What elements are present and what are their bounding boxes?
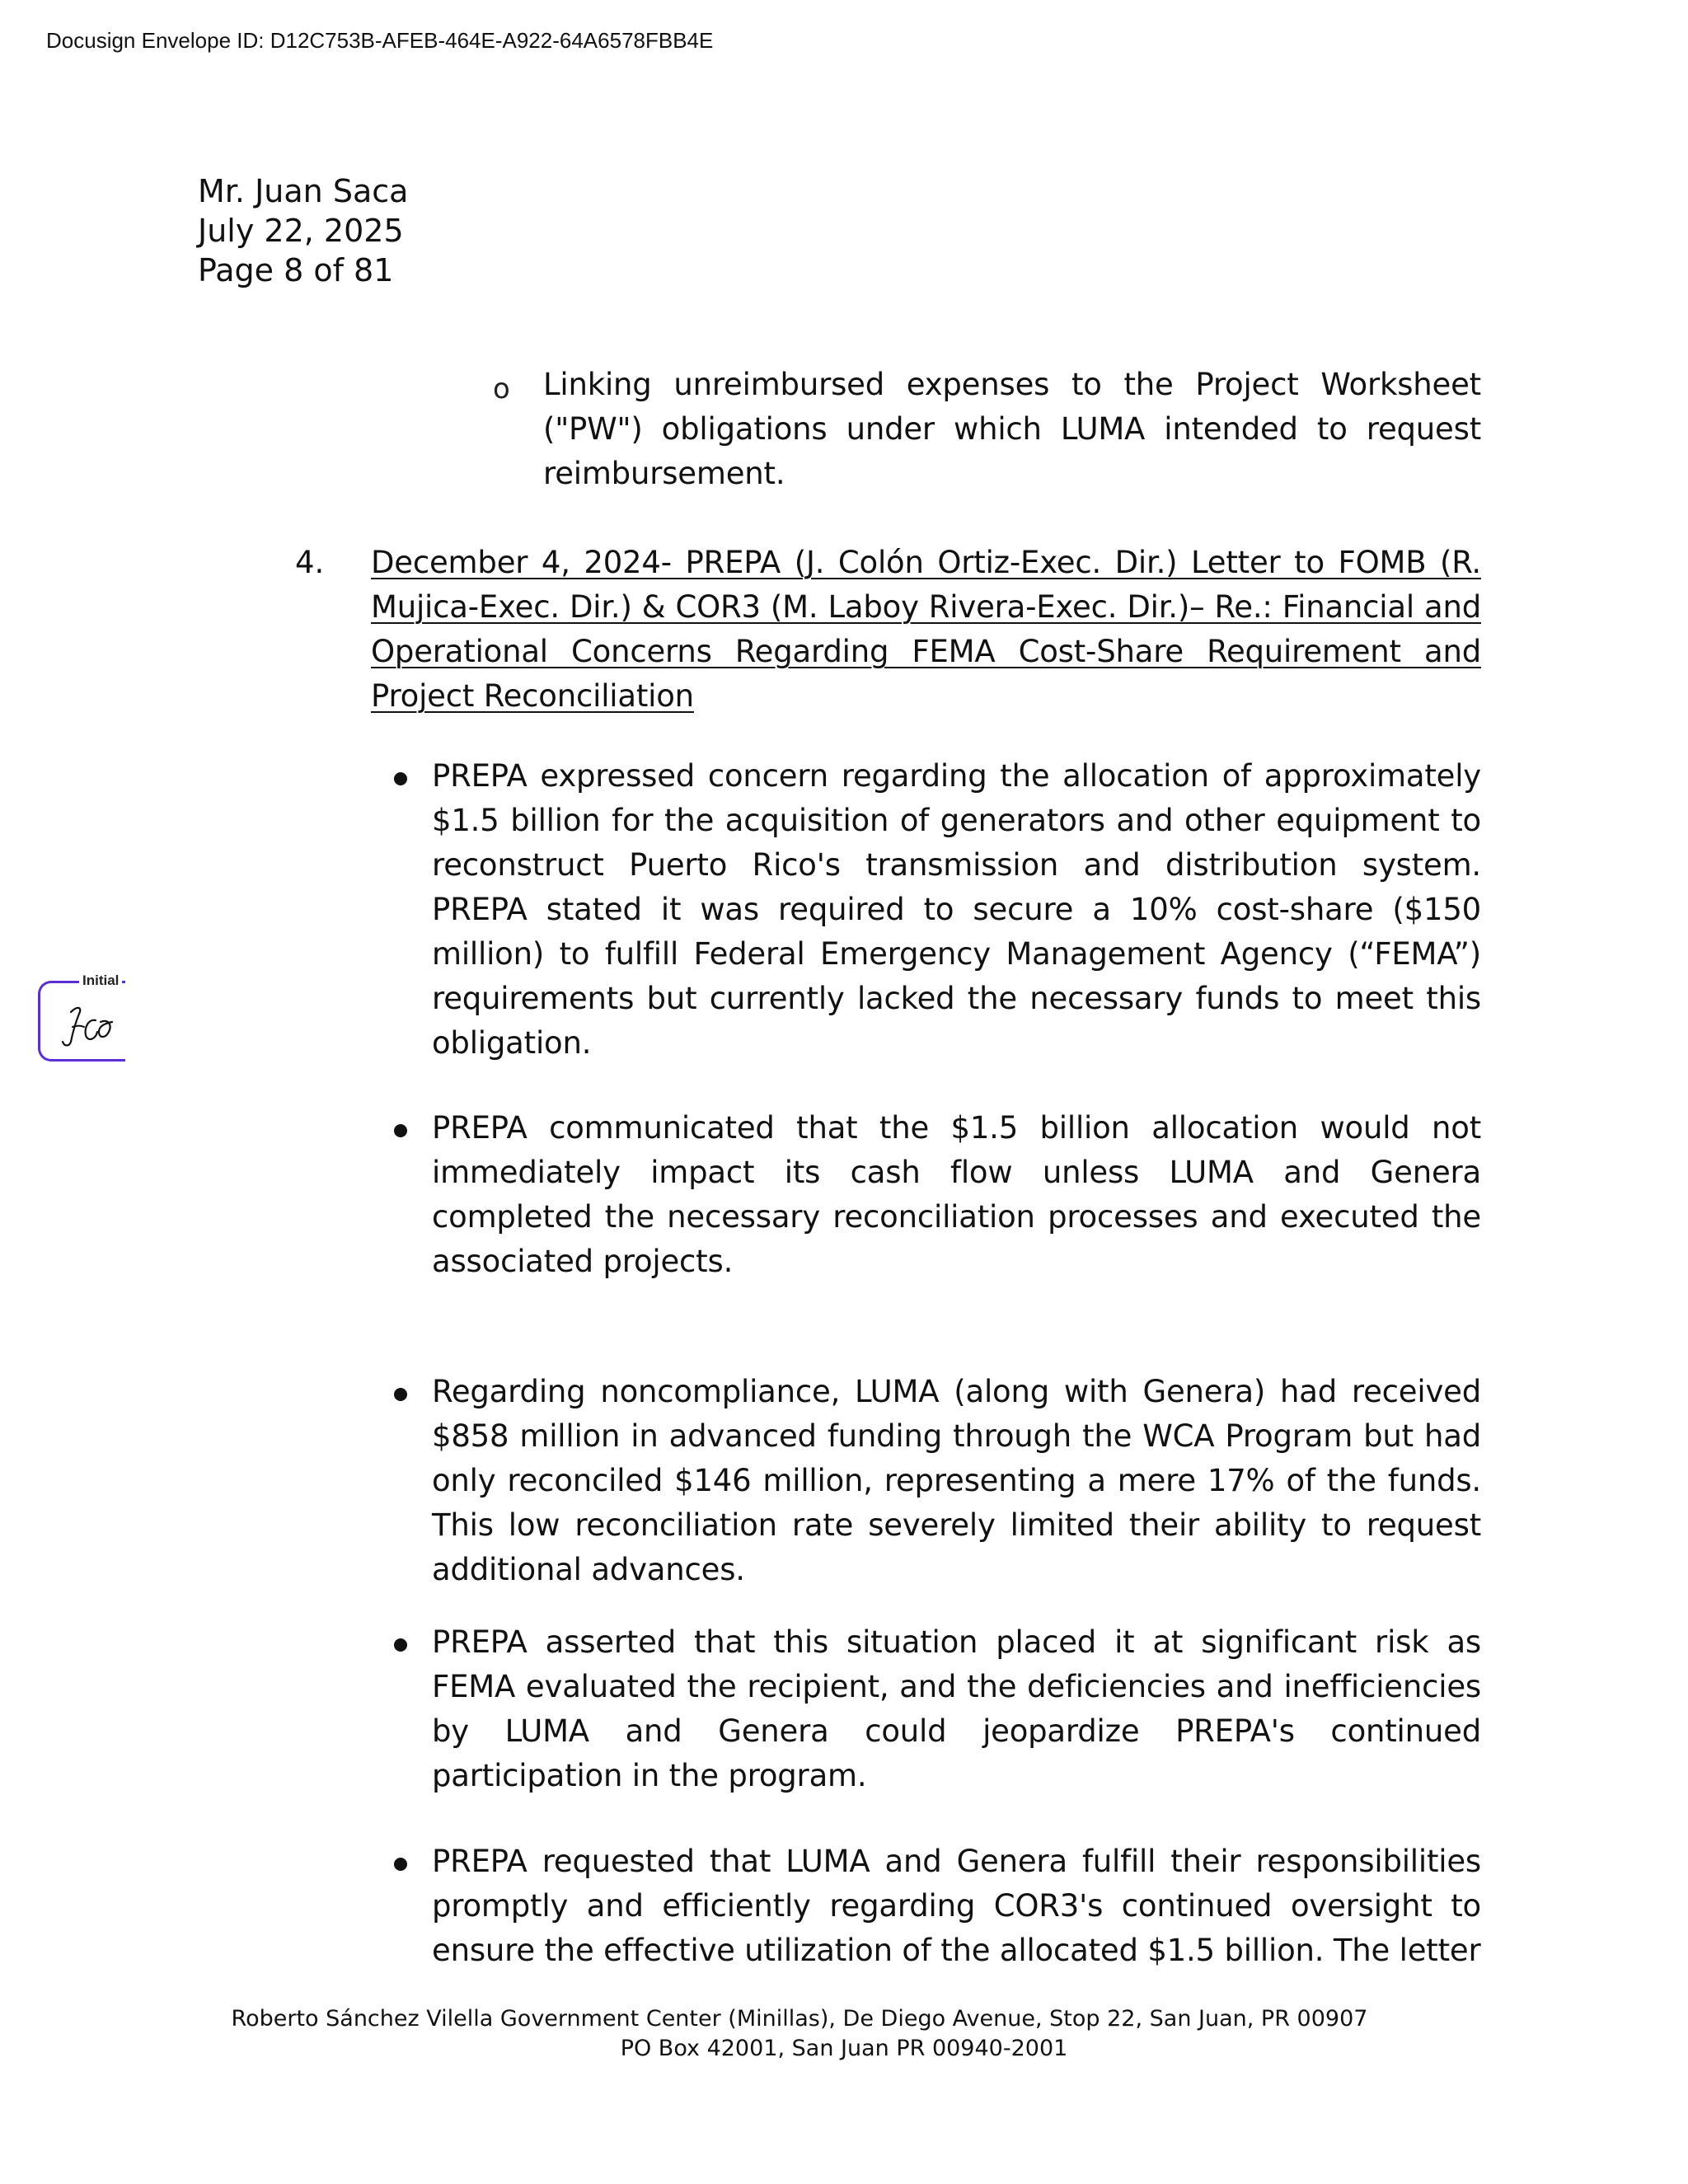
- footer-po-box: PO Box 42001, San Juan PR 00940-2001: [620, 2036, 1068, 2061]
- bullet-text: PREPA expressed concern regarding the allocation of approximately $1.5 billion for the acquisition of generators and other equipment to reconstruct Puerto Rico's transmission and distribution system. PREPA stated it was required to secure a 10% cost-share ($150 million) to fulfill Federal Emergency Management Agency (“FEMA”) requirements but currently lacked the necessary funds to meet this obligation.: [432, 758, 1481, 1061]
- bullet-dot: [394, 1638, 407, 1652]
- bullet-dot: [394, 1124, 407, 1137]
- footer-address: Roberto Sánchez Vilella Government Center (Minillas), De Diego Avenue, Stop 22, San Juan, PR 00907: [231, 2006, 1368, 2032]
- bullet-dot: [394, 772, 407, 785]
- bullet-dot: [394, 1858, 407, 1871]
- item-number: 4.: [295, 545, 325, 580]
- recipient-name: Mr. Juan Saca: [198, 173, 409, 209]
- initial-label: Initial: [79, 972, 122, 989]
- initial-signature: [54, 997, 120, 1055]
- sub-bullet-text: Linking unreimbursed expenses to the Project Worksheet ("PW") obligations under which LUMA intended to request reimbursement.: [543, 367, 1481, 491]
- bullet-text: PREPA asserted that this situation placed it at significant risk as FEMA evaluated the recipient, and the deficiencies and inefficiencies by LUMA and Genera could jeopardize PREPA's continued participation in the program.: [432, 1624, 1481, 1793]
- letter-header: [198, 171, 408, 290]
- sub-bullet-marker: o: [493, 373, 510, 405]
- item-heading: December 4, 2024- PREPA (J. Colón Ortiz-Exec. Dir.) Letter to FOMB (R. Mujica-Exec. Dir.) & COR3 (M. Laboy Rivera-Exec. Dir.)– Re.: Financial and Operational Concerns Regarding FEMA Cost-Share Requirement and Project Reconciliation: [371, 545, 1481, 714]
- docusign-envelope-id: Docusign Envelope ID: D12C753B-AFEB-464E-A922-64A6578FBB4E: [46, 28, 714, 53]
- bullet-text: Regarding noncompliance, LUMA (along with Genera) had received $858 million in advanced funding through the WCA Program but had only reconciled $146 million, representing a mere 17% of the funds. This low reconciliation rate severely limited their ability to request additional advances.: [432, 1374, 1481, 1587]
- page-number: Page 8 of 81: [198, 252, 394, 288]
- bullet-dot: [394, 1388, 407, 1401]
- letter-date: July 22, 2025: [198, 213, 404, 249]
- bullet-text: PREPA requested that LUMA and Genera fulfill their responsibilities promptly and efficiently regarding COR3's continued oversight to ensure the effective utilization of the allocated $1.5 billion. The letter: [432, 1844, 1481, 1968]
- bullet-text: PREPA communicated that the $1.5 billion allocation would not immediately impact its cash flow unless LUMA and Genera completed the necessary reconciliation processes and executed the associated projects.: [432, 1110, 1481, 1279]
